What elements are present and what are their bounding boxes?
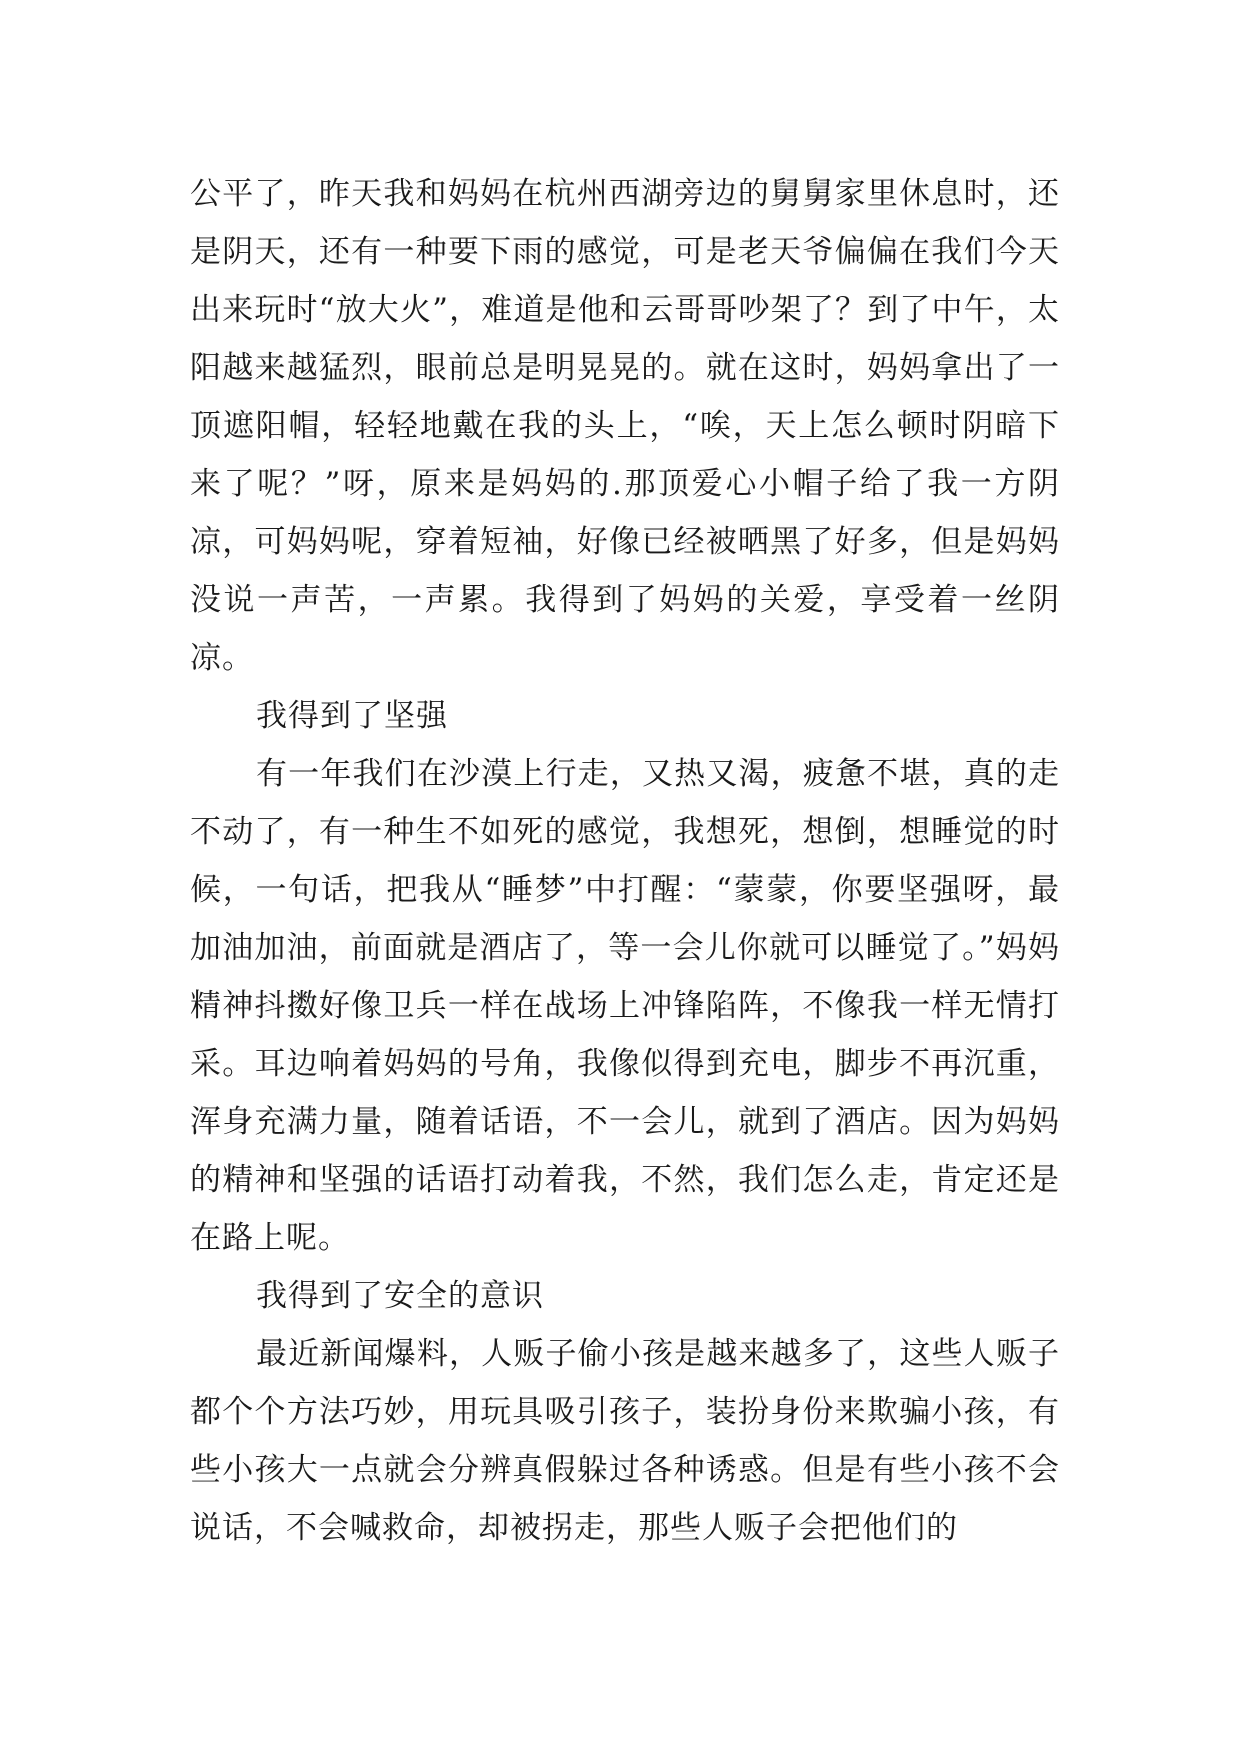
section-heading-strength: 我得到了坚强 (256, 698, 448, 734)
section-heading-safety: 我得到了安全的意识 (256, 1278, 544, 1314)
paragraph-safety: 最近新闻爆料，人贩子偷小孩是越来越多了，这些人贩子都个个方法巧妙，用玩具吸引孩子，装扮身份来欺骗小孩，有些小孩大一点就会分辨真假躲过各种诱惑。但是有些小孩不会说话，不会喊救命，却被拐走，那些人贩子会把他们的 (190, 1336, 1060, 1546)
document-body (190, 165, 1060, 1557)
paragraph-desert: 有一年我们在沙漠上行走，又热又渴，疲惫不堪，真的走不动了，有一种生不如死的感觉，我想死，想倒，想睡觉的时候，一句话，把我从“睡梦”中打醒：“蒙蒙，你要坚强呀，最加油加油，前面就是酒店了，等一会儿你就可以睡觉了。”妈妈精神抖擞好像卫兵一样在战场上冲锋陷阵，不像我一样无情打采。耳边响着妈妈的号角，我像似得到充电，脚步不再沉重，浑身充满力量，随着话语，不一会儿，就到了酒店。因为妈妈的精神和坚强的话语打动着我，不然，我们怎么走，肯定还是在路上呢。 (190, 756, 1060, 1256)
paragraph-continuation: 公平了，昨天我和妈妈在杭州西湖旁边的舅舅家里休息时，还是阴天，还有一种要下雨的感觉，可是老天爷偏偏在我们今天出来玩时“放大火”，难道是他和云哥哥吵架了？到了中午，太阳越来越猛烈，眼前总是明晃晃的。就在这时，妈妈拿出了一顶遮阳帽，轻轻地戴在我的头上，“唉，天上怎么顿时阴暗下来了呢？”呀，原来是妈妈的.那顶爱心小帽子给了我一方阴凉，可妈妈呢，穿着短袖，好像已经被晒黑了好多，但是妈妈没说一声苦，一声累。我得到了妈妈的关爱，享受着一丝阴凉。 (190, 176, 1060, 676)
